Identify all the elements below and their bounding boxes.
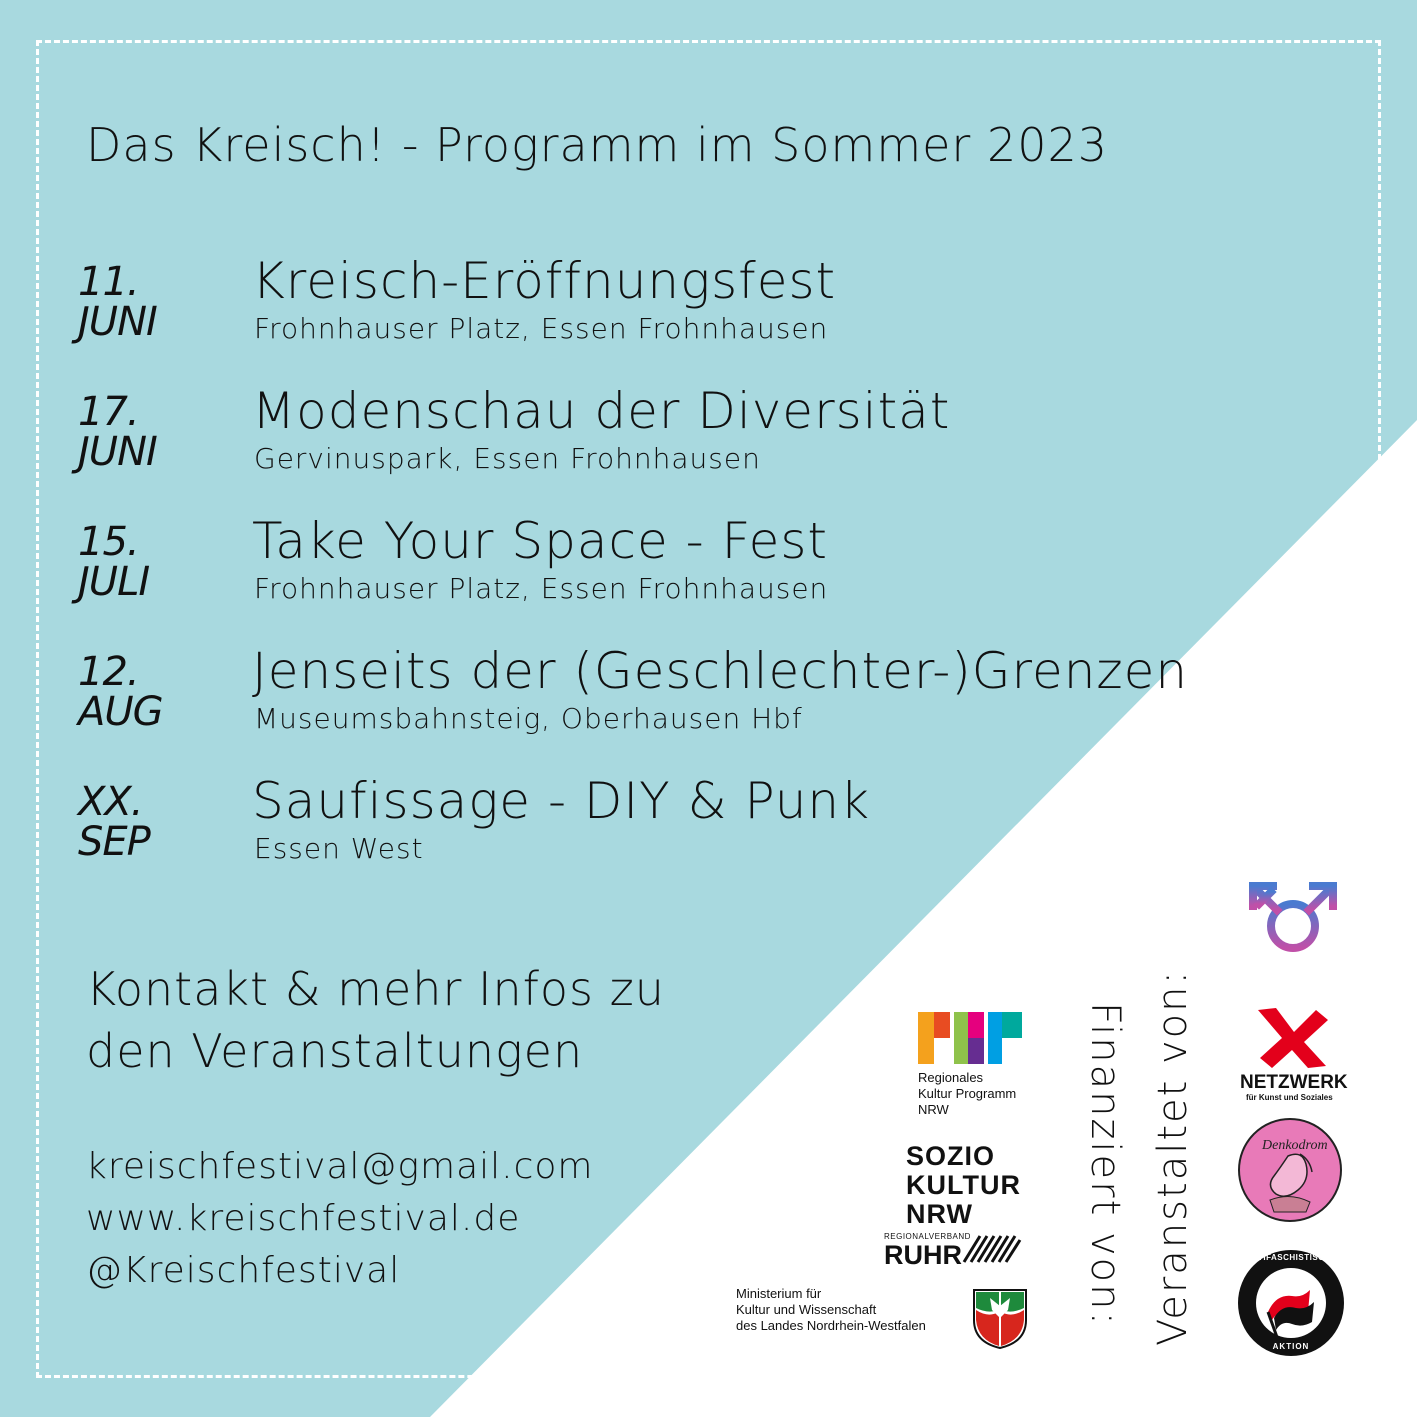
- event-date: 15. JULI: [78, 519, 150, 605]
- event-item: [0, 382, 1300, 512]
- event-item: [0, 642, 1300, 772]
- funded-by-label: Finanziert von:: [1082, 1002, 1128, 1327]
- netzwerk-logo: NETZWERK für Kunst und Soziales: [1236, 1006, 1346, 1106]
- event-location: Frohnhauser Platz, Essen Frohnhausen: [254, 312, 829, 345]
- event-item: [0, 252, 1300, 382]
- antifa-flags-icon: [1238, 1250, 1344, 1356]
- event-item: [0, 512, 1300, 642]
- page-title: Das Kreisch! - Programm im Sommer 2023: [86, 118, 1109, 172]
- rvr-logo: REGIONALVERBAND RUHR: [884, 1232, 1024, 1272]
- ruhr-stripes-icon: [962, 1232, 1024, 1266]
- antifa-logo: ANTIFASCHISTISCHE AKTION: [1238, 1250, 1344, 1356]
- event-name: Modenschau der Diversität: [252, 382, 951, 440]
- event-date: 12. AUG: [78, 649, 163, 735]
- event-location: Gervinuspark, Essen Frohnhausen: [254, 442, 761, 475]
- denkodrom-logo: Denkodrom: [1238, 1118, 1342, 1222]
- event-name: Saufissage - DIY & Punk: [252, 772, 871, 830]
- event-name: Jenseits der (Geschlechter-)Grenzen: [252, 642, 1189, 700]
- event-item: [0, 772, 1300, 902]
- event-name: Kreisch-Eröffnungsfest: [252, 252, 837, 310]
- rkp-logo: Regionales Kultur Programm NRW: [918, 1012, 1038, 1122]
- contact-website[interactable]: www.kreischfestival.de: [86, 1198, 521, 1239]
- event-location: Museumsbahnsteig, Oberhausen Hbf: [254, 702, 803, 735]
- rkp-mark-icon: [918, 1012, 1022, 1064]
- event-location: Essen West: [254, 832, 424, 865]
- figure-illustration-icon: [1240, 1120, 1340, 1220]
- contact-email[interactable]: kreischfestival@gmail.com: [86, 1146, 594, 1187]
- event-location: Frohnhauser Platz, Essen Frohnhausen: [254, 572, 829, 605]
- transgender-symbol-icon: [1243, 878, 1343, 990]
- organized-by-label: Veranstaltet von:: [1150, 969, 1196, 1346]
- event-name: Take Your Space - Fest: [252, 512, 829, 570]
- event-date: 17. JUNI: [78, 389, 157, 475]
- contact-social[interactable]: @Kreischfestival: [86, 1250, 401, 1291]
- ministry-logo: Ministerium für Kultur und Wissenschaft des Landes Nordrhein-Westfalen: [736, 1286, 1036, 1352]
- event-date: 11. JUNI: [78, 259, 157, 345]
- contact-heading: Kontakt & mehr Infos zu den Veranstaltungen: [86, 962, 665, 1078]
- soziokultur-logo: SOZIO KULTUR NRW: [906, 1141, 1021, 1229]
- red-x-icon: [1254, 1006, 1334, 1068]
- event-date: XX. SEP: [78, 779, 150, 865]
- nrw-coat-of-arms-icon: [972, 1288, 1028, 1350]
